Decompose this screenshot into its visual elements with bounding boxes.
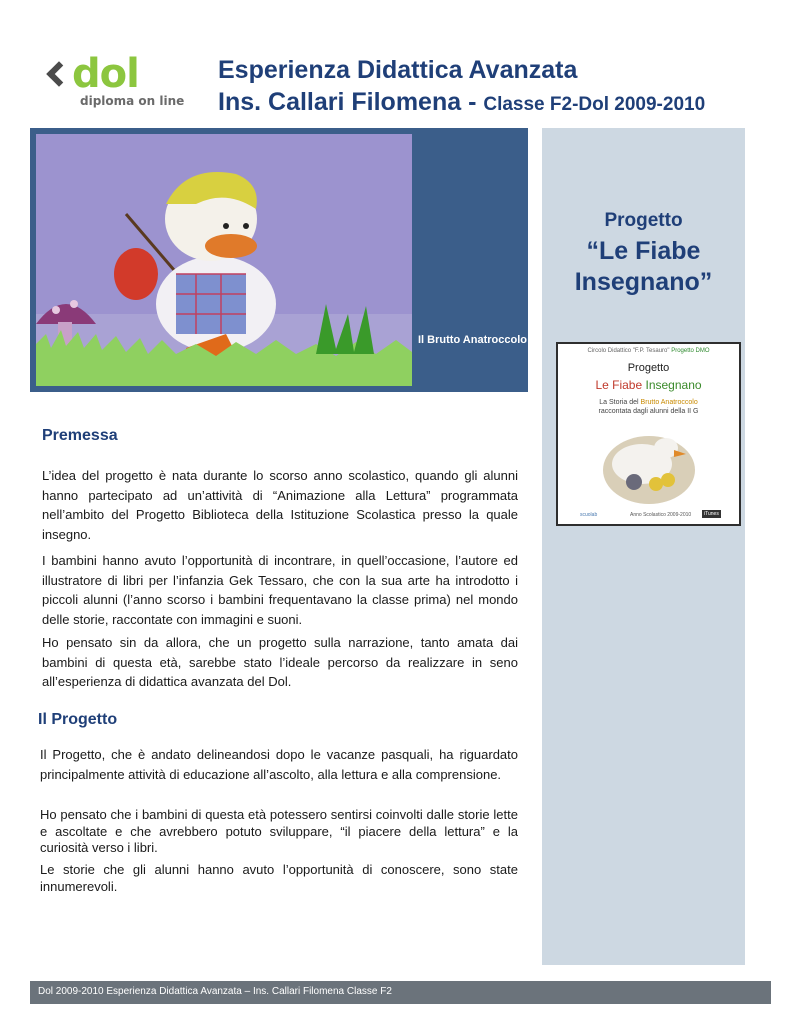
project-title-line1: “Le Fiabe <box>586 237 701 265</box>
project-label: Progetto <box>604 210 683 231</box>
cover-story <box>558 398 739 416</box>
cover-school <box>558 348 739 354</box>
progetto-paragraph-1: Il Progetto, che è andato delineandosi dopo le vacanze pasquali, ha riguardato principalmente attività di educazione all’ascolto, alla lettura e alla comprensione. <box>40 747 518 782</box>
chevron-left-icon <box>46 61 71 86</box>
hero-caption: Il Brutto Anatroccolo <box>418 334 527 346</box>
page-footer <box>30 981 771 1004</box>
logo-word: dol <box>72 51 139 97</box>
cover-story-a: La Storia del <box>599 399 639 406</box>
progetto-paragraph-3: Le storie che gli alunni hanno avuto l’opportunità di conoscere, sono state innumerevoli. <box>40 862 518 894</box>
swan-illustration <box>600 420 698 506</box>
cover-publisher: scuolab <box>580 512 598 518</box>
cover-progetto: Progetto <box>627 362 670 374</box>
cover-story-highlight: Brutto Anatroccolo <box>640 399 698 406</box>
sidebar <box>542 128 745 965</box>
dol-logo <box>44 52 194 112</box>
project-title-line2: Insegnano” <box>574 268 713 296</box>
duckling-drawing <box>36 134 412 386</box>
project-title <box>542 236 745 298</box>
logo-mark <box>44 51 139 97</box>
section-heading-progetto: Il Progetto <box>38 711 118 728</box>
premessa-paragraph-1: L’idea del progetto è nata durante lo scorso anno scolastico, quando gli alunni hanno partecipato ad un’attività di “Animazione alla Lettura” programmata nell’ambito del Progetto Biblioteca della Istituzione Scolastica presso la quale insegno. <box>42 468 518 542</box>
cover-project-code: Progetto DMO <box>671 348 710 354</box>
page-title: Esperienza Didattica Avanzata <box>218 56 578 84</box>
hero-panel <box>30 128 528 392</box>
premessa-paragraph-3: Ho pensato sin da allora, che un progetto sulla narrazione, tanto amata dai bambini di questa età, sarebbe stato l’ideale percorso da realizzare in seno all’esperienza di didattica avanzata del Dol. <box>42 635 518 690</box>
cover-title-a: Le Fiabe <box>595 378 643 392</box>
class-label: Classe F2-Dol 2009-2010 <box>483 94 706 115</box>
progetto-paragraph-2: Ho pensato che i bambini di questa età potessero sentirsi coinvolti dalle storie lette e ascoltate e che avrebbero potuto sviluppare, “il piacere della lettura” e la curiosità verso i libri. <box>40 807 518 855</box>
teacher-name: Ins. Callari Filomena - <box>218 88 484 116</box>
page-subtitle <box>218 88 705 117</box>
cover-title <box>558 378 739 392</box>
premessa-paragraph-2: I bambini hanno avuto l’opportunità di incontrare, in quell’occasione, l’autore ed illustratore di libri per l’infanzia Gek Tessaro, che con la sua arte ha introdotto i piccoli alunni (l’anno scorso i bambini frequentavano la classe prima) nel mondo delle storie, raccontate con immagini e suoni. <box>42 553 518 627</box>
cover-title-b: Insegnano <box>645 378 702 392</box>
cover-year: Anno Scolastico 2009-2010 <box>630 512 692 518</box>
itunes-badge: iTunes <box>704 511 719 517</box>
footer-text: Dol 2009-2010 Esperienza Didattica Avanzata – Ins. Callari Filomena Classe F2 <box>38 986 392 997</box>
cover-school-name: Circolo Didattico "F.P. Tesauro" <box>587 348 670 354</box>
section-heading-premessa: Premessa <box>42 427 118 444</box>
book-cover <box>556 342 741 526</box>
cover-story-b: raccontata dagli alunni della II G <box>598 408 699 415</box>
logo-subtitle: diploma on line <box>80 94 185 108</box>
